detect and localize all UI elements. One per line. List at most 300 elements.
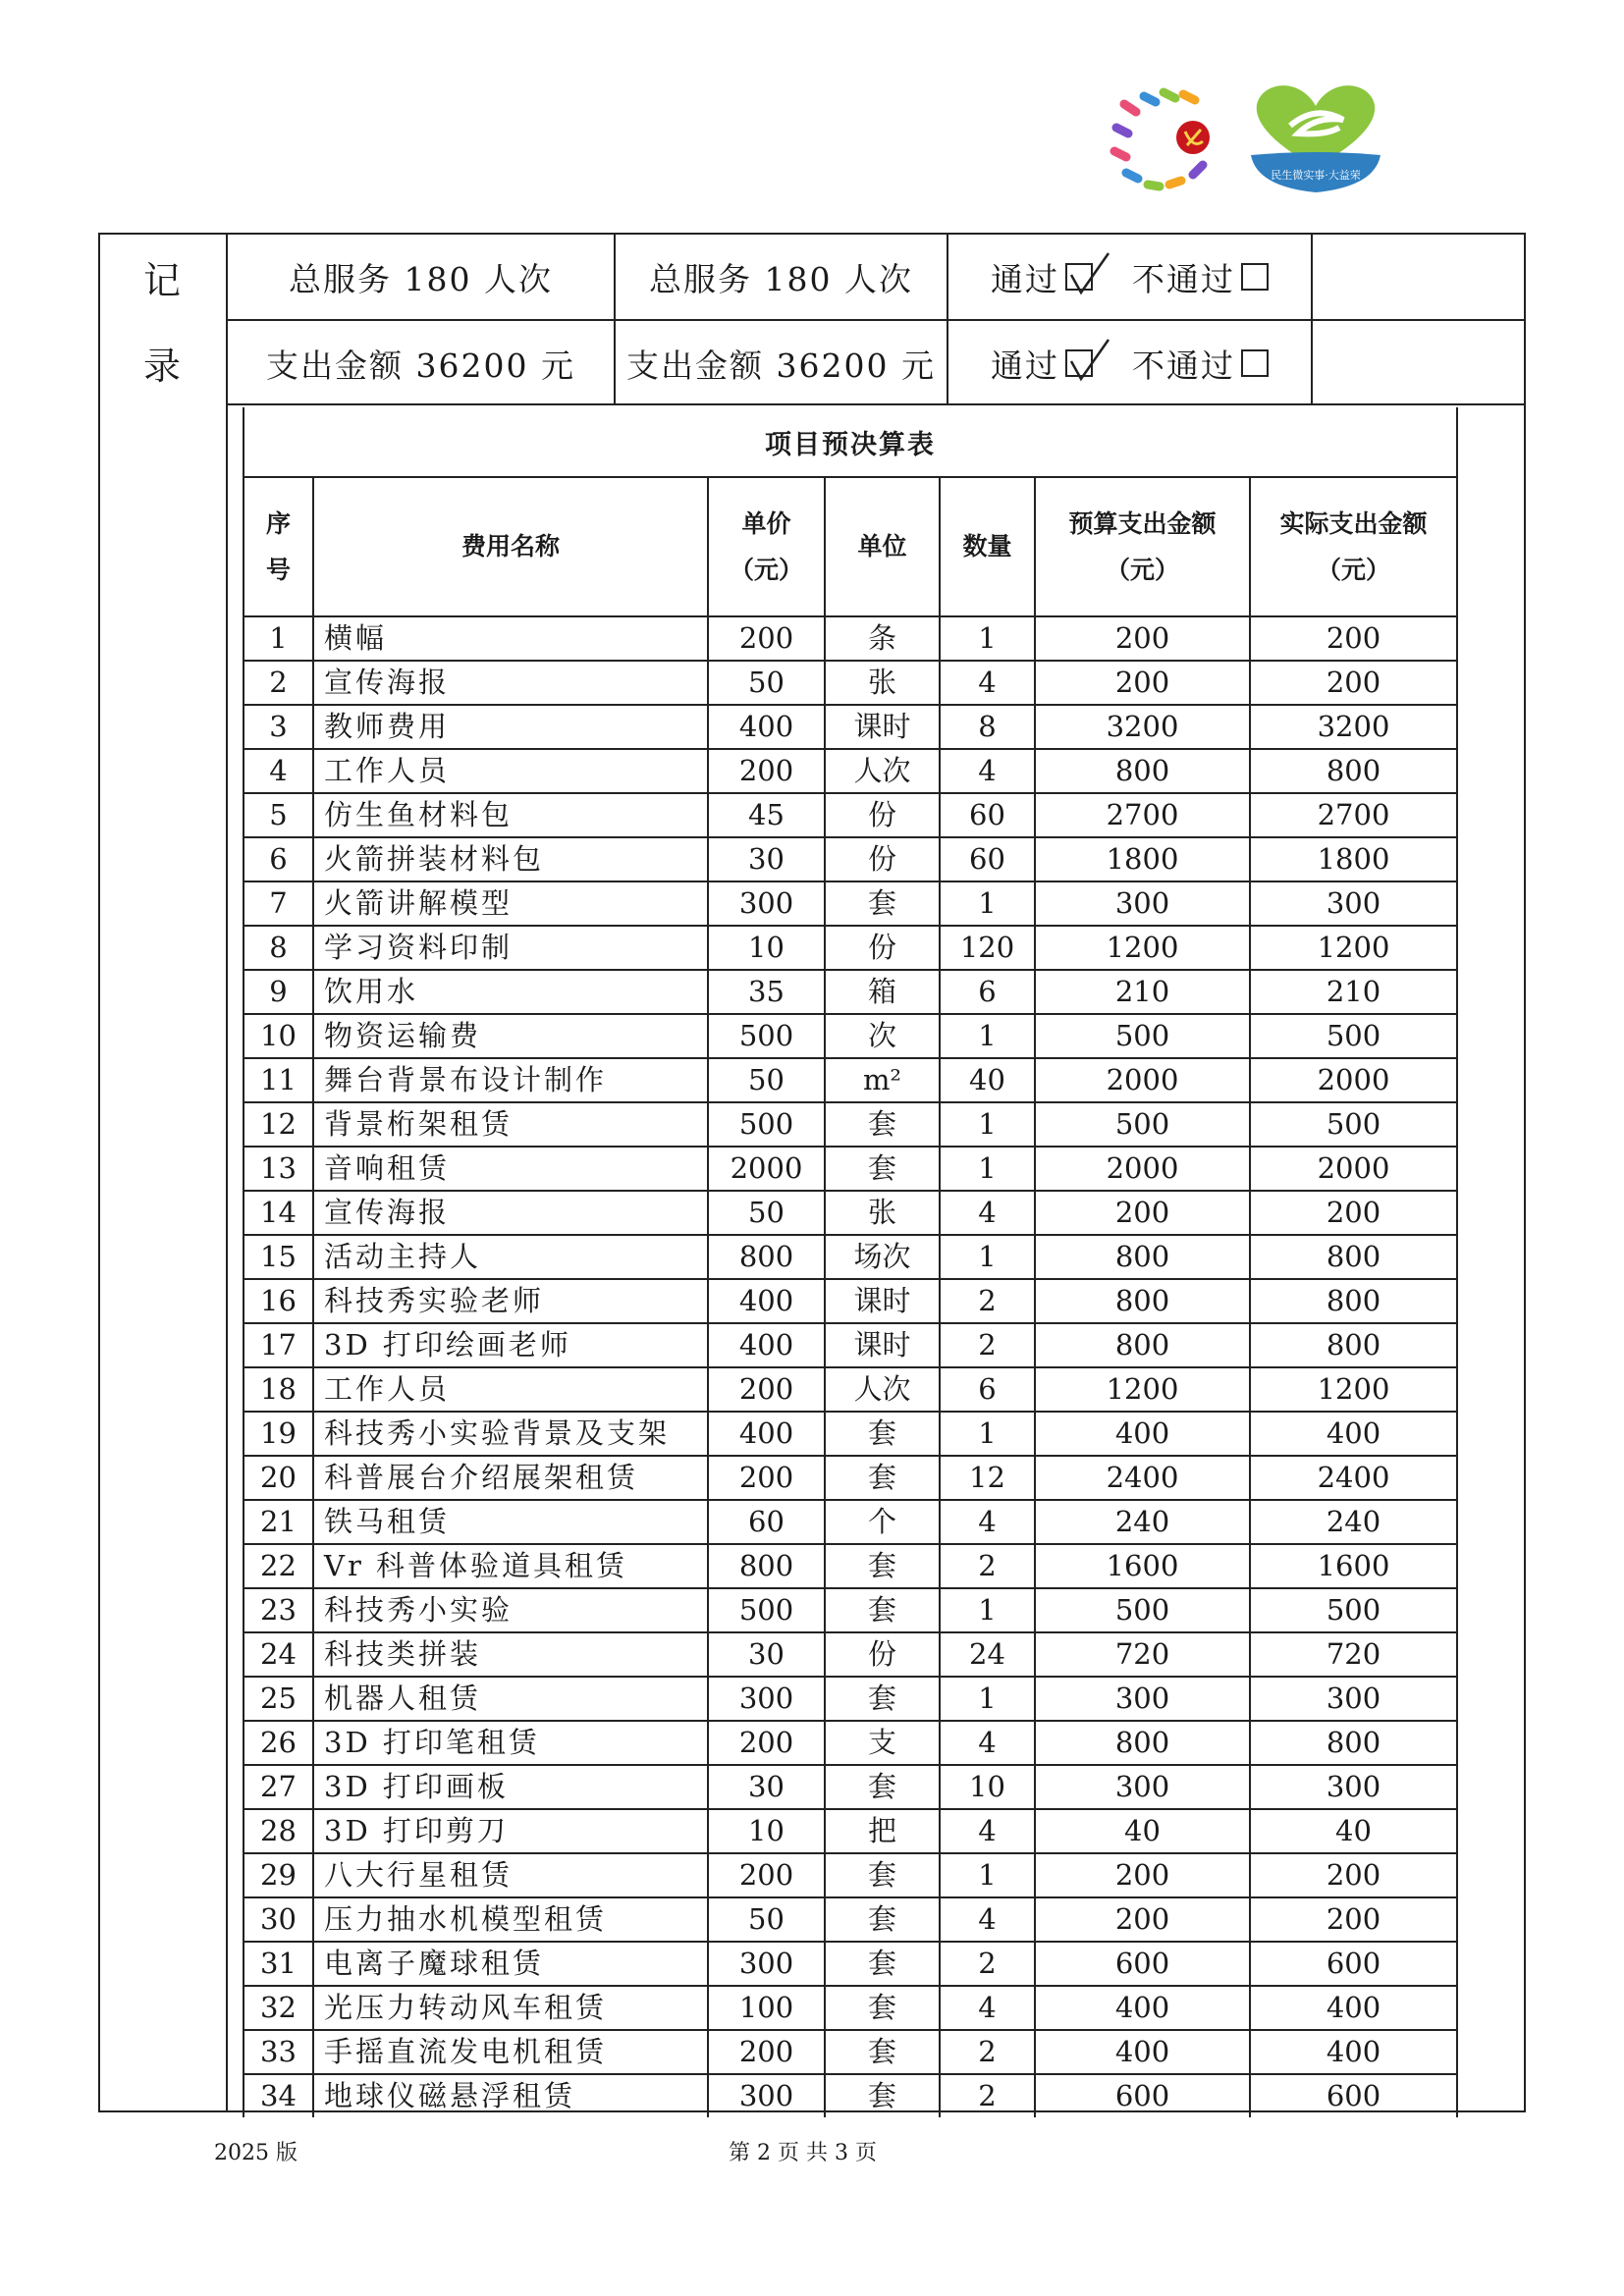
expense-name-cell: 手摇直流发电机租赁: [313, 2030, 708, 2074]
unit-price-cell: 10: [708, 1809, 825, 1853]
row-index-cell: 6: [244, 837, 313, 881]
table-row: [244, 1588, 1456, 1632]
expense-name-cell: 八大行星租赁: [313, 1853, 708, 1897]
actual-amount-cell: 300: [1250, 1677, 1456, 1721]
budget-amount-cell: 300: [1035, 881, 1250, 926]
actual-amount-cell: 400: [1250, 1412, 1456, 1456]
actual-amount-cell: 40: [1250, 1809, 1456, 1853]
pass-label: 通过: [991, 346, 1059, 385]
expense-name-cell: 地球仪磁悬浮租赁: [313, 2074, 708, 2117]
quantity-cell: 1: [940, 1677, 1035, 1721]
budget-amount-cell: 300: [1035, 1765, 1250, 1809]
quantity-cell: 1: [940, 1235, 1035, 1279]
quantity-cell: 4: [940, 1897, 1035, 1942]
budget-amount-cell: 800: [1035, 1279, 1250, 1323]
row-index-cell: 30: [244, 1897, 313, 1942]
expense-name-cell: 电离子魔球租赁: [313, 1942, 708, 1986]
actual-amount-cell: 600: [1250, 2074, 1456, 2117]
row-index-cell: 14: [244, 1191, 313, 1235]
table-row: [244, 1102, 1456, 1147]
expense-name-cell: 横幅: [313, 616, 708, 661]
unit-price-cell: 45: [708, 793, 825, 837]
header-name: 费用名称: [313, 478, 708, 616]
actual-amount-cell: 3200: [1250, 705, 1456, 749]
unit-cell: 份: [825, 793, 940, 837]
approval-form-frame: [98, 233, 1526, 2112]
expense-name-cell: 工作人员: [313, 749, 708, 793]
actual-amount-cell: 600: [1250, 1942, 1456, 1986]
quantity-cell: 6: [940, 1367, 1035, 1412]
unit-cell: 支: [825, 1721, 940, 1765]
budget-amount-cell: 600: [1035, 2074, 1250, 2117]
unit-price-cell: 200: [708, 2030, 825, 2074]
unit-price-cell: 30: [708, 837, 825, 881]
unit-price-cell: 200: [708, 1367, 825, 1412]
row-index-cell: 16: [244, 1279, 313, 1323]
expense-name-cell: 3D 打印绘画老师: [313, 1323, 708, 1367]
budget-amount-cell: 1600: [1035, 1544, 1250, 1588]
expense-name-cell: 3D 打印笔租赁: [313, 1721, 708, 1765]
actual-amount-cell: 1200: [1250, 1367, 1456, 1412]
unit-cell: 条: [825, 616, 940, 661]
expense-name-cell: 活动主持人: [313, 1235, 708, 1279]
row-index-cell: 23: [244, 1588, 313, 1632]
actual-amount-cell: 2400: [1250, 1456, 1456, 1500]
actual-expense: 支出金额 36200 元: [626, 346, 936, 385]
budget-amount-cell: 2000: [1035, 1058, 1250, 1102]
expense-name-cell: 3D 打印剪刀: [313, 1809, 708, 1853]
expense-name-cell: 舞台背景布设计制作: [313, 1058, 708, 1102]
row-index-cell: 24: [244, 1632, 313, 1677]
unit-cell: 人次: [825, 749, 940, 793]
budget-amount-cell: 200: [1035, 1897, 1250, 1942]
row-index-cell: 2: [244, 661, 313, 705]
header-actual-amount: 实际支出金额 （元）: [1250, 478, 1456, 616]
table-row: [244, 2074, 1456, 2117]
table-row: [244, 1014, 1456, 1058]
expense-name-cell: 机器人租赁: [313, 1677, 708, 1721]
review-row-1: [948, 235, 1311, 319]
quantity-cell: 120: [940, 926, 1035, 970]
table-row: [244, 1942, 1456, 1986]
unit-cell: 人次: [825, 1367, 940, 1412]
actual-amount-cell: 300: [1250, 1765, 1456, 1809]
unit-cell: 把: [825, 1809, 940, 1853]
unit-price-cell: 35: [708, 970, 825, 1014]
budget-amount-cell: 800: [1035, 749, 1250, 793]
table-row: [244, 1809, 1456, 1853]
table-row: [244, 1279, 1456, 1323]
unit-price-cell: 500: [708, 1588, 825, 1632]
record-side-label-top: 记: [142, 258, 183, 302]
checkmark-icon: [1069, 338, 1110, 383]
expense-name-cell: 背景桁架租赁: [313, 1102, 708, 1147]
page-number: 第 2 页 共 3 页: [729, 2141, 877, 2165]
table-row: [244, 1765, 1456, 1809]
actual-amount-cell: 500: [1250, 1102, 1456, 1147]
unit-price-cell: 200: [708, 1853, 825, 1897]
expense-name-cell: 光压力转动风车租赁: [313, 1986, 708, 2030]
expense-name-cell: 科普展台介绍展架租赁: [313, 1456, 708, 1500]
expense-name-cell: 3D 打印画板: [313, 1765, 708, 1809]
unit-cell: 套: [825, 1544, 940, 1588]
header-index: 序 号: [244, 478, 313, 616]
quantity-cell: 1: [940, 1147, 1035, 1191]
unit-price-cell: 2000: [708, 1147, 825, 1191]
quantity-cell: 60: [940, 837, 1035, 881]
table-row: [244, 881, 1456, 926]
table-row: [244, 793, 1456, 837]
expense-name-cell: 科技类拼装: [313, 1632, 708, 1677]
unit-price-cell: 50: [708, 1058, 825, 1102]
budget-amount-cell: 800: [1035, 1235, 1250, 1279]
unit-price-cell: 200: [708, 749, 825, 793]
fail-checkbox[interactable]: [1241, 349, 1269, 377]
row-index-cell: 19: [244, 1412, 313, 1456]
unit-price-cell: 50: [708, 1191, 825, 1235]
unit-cell: 套: [825, 2030, 940, 2074]
row-index-cell: 25: [244, 1677, 313, 1721]
row-index-cell: 1: [244, 616, 313, 661]
quantity-cell: 2: [940, 1544, 1035, 1588]
unit-cell: 套: [825, 1986, 940, 2030]
table-row: [244, 1853, 1456, 1897]
budget-amount-cell: 200: [1035, 616, 1250, 661]
unit-price-cell: 800: [708, 1544, 825, 1588]
record-side-label-bottom: 录: [142, 344, 183, 388]
unit-cell: 课时: [825, 1279, 940, 1323]
actual-amount-cell: 400: [1250, 1986, 1456, 2030]
expense-name-cell: 科技秀实验老师: [313, 1279, 708, 1323]
unit-price-cell: 300: [708, 1942, 825, 1986]
row-index-cell: 8: [244, 926, 313, 970]
row-index-cell: 5: [244, 793, 313, 837]
quantity-cell: 1: [940, 1412, 1035, 1456]
unit-price-cell: 400: [708, 1412, 825, 1456]
checkmark-icon: [1069, 251, 1110, 296]
unit-price-cell: 50: [708, 1897, 825, 1942]
row-index-cell: 22: [244, 1544, 313, 1588]
pass-checkbox[interactable]: [1065, 349, 1093, 377]
expense-name-cell: 铁马租赁: [313, 1500, 708, 1544]
unit-price-cell: 300: [708, 2074, 825, 2117]
unit-cell: 套: [825, 1456, 940, 1500]
actual-amount-cell: 200: [1250, 1191, 1456, 1235]
actual-amount-cell: 210: [1250, 970, 1456, 1014]
budget-amount-cell: 400: [1035, 2030, 1250, 2074]
actual-amount-cell: 2000: [1250, 1147, 1456, 1191]
review-row-2: [948, 321, 1311, 405]
unit-cell: 套: [825, 1677, 940, 1721]
header-unit: 单位: [825, 478, 940, 616]
budget-amount-cell: 400: [1035, 1986, 1250, 2030]
unit-cell: 次: [825, 1014, 940, 1058]
budget-table: [244, 478, 1456, 2117]
expense-name-cell: 宣传海报: [313, 661, 708, 705]
budget-table-header-row: [244, 478, 1456, 616]
unit-cell: 套: [825, 1102, 940, 1147]
planned-service-count: 总服务 180 人次: [289, 259, 553, 298]
row-index-cell: 33: [244, 2030, 313, 2074]
actual-amount-cell: 800: [1250, 1279, 1456, 1323]
table-row: [244, 1677, 1456, 1721]
quantity-cell: 40: [940, 1058, 1035, 1102]
quantity-cell: 2: [940, 1942, 1035, 1986]
row-index-cell: 3: [244, 705, 313, 749]
budget-amount-cell: 3200: [1035, 705, 1250, 749]
quantity-cell: 4: [940, 1809, 1035, 1853]
actual-amount-cell: 300: [1250, 881, 1456, 926]
budget-amount-cell: 200: [1035, 661, 1250, 705]
unit-price-cell: 500: [708, 1102, 825, 1147]
budget-amount-cell: 210: [1035, 970, 1250, 1014]
heart-bowl-logo: [1237, 77, 1394, 204]
budget-table-title: 项目预决算表: [244, 407, 1456, 478]
unit-cell: 张: [825, 661, 940, 705]
unit-price-cell: 200: [708, 1456, 825, 1500]
budget-amount-cell: 400: [1035, 1412, 1250, 1456]
unit-price-cell: 30: [708, 1632, 825, 1677]
row-index-cell: 12: [244, 1102, 313, 1147]
fail-checkbox[interactable]: [1241, 263, 1269, 291]
fail-label: 不通过: [1132, 259, 1235, 298]
quantity-cell: 1: [940, 1588, 1035, 1632]
actual-amount-cell: 240: [1250, 1500, 1456, 1544]
unit-cell: 张: [825, 1191, 940, 1235]
budget-amount-cell: 2700: [1035, 793, 1250, 837]
quantity-cell: 4: [940, 1191, 1035, 1235]
budget-amount-cell: 240: [1035, 1500, 1250, 1544]
expense-name-cell: 宣传海报: [313, 1191, 708, 1235]
actual-amount-cell: 400: [1250, 2030, 1456, 2074]
budget-amount-cell: 1200: [1035, 1367, 1250, 1412]
table-row: [244, 1456, 1456, 1500]
table-row: [244, 837, 1456, 881]
expense-name-cell: 饮用水: [313, 970, 708, 1014]
expense-name-cell: 火箭讲解模型: [313, 881, 708, 926]
row-index-cell: 10: [244, 1014, 313, 1058]
unit-price-cell: 60: [708, 1500, 825, 1544]
table-row: [244, 1191, 1456, 1235]
row-index-cell: 29: [244, 1853, 313, 1897]
table-row: [244, 749, 1456, 793]
budget-amount-cell: 200: [1035, 1853, 1250, 1897]
unit-price-cell: 400: [708, 1279, 825, 1323]
actual-amount-cell: 200: [1250, 1897, 1456, 1942]
row-index-cell: 20: [244, 1456, 313, 1500]
quantity-cell: 4: [940, 1500, 1035, 1544]
quantity-cell: 2: [940, 2030, 1035, 2074]
table-row: [244, 1632, 1456, 1677]
quantity-cell: 4: [940, 1986, 1035, 2030]
expense-name-cell: 压力抽水机模型租赁: [313, 1897, 708, 1942]
record-section: [100, 235, 1524, 405]
unit-cell: m²: [825, 1058, 940, 1102]
expense-name-cell: 学习资料印制: [313, 926, 708, 970]
row-index-cell: 4: [244, 749, 313, 793]
budget-amount-cell: 2400: [1035, 1456, 1250, 1500]
quantity-cell: 1: [940, 1014, 1035, 1058]
budget-amount-cell: 200: [1035, 1191, 1250, 1235]
quantity-cell: 2: [940, 1279, 1035, 1323]
actual-amount-cell: 200: [1250, 1853, 1456, 1897]
planned-expense: 支出金额 36200 元: [266, 346, 575, 385]
unit-price-cell: 200: [708, 616, 825, 661]
table-row: [244, 1058, 1456, 1102]
quantity-cell: 60: [940, 793, 1035, 837]
unit-cell: 份: [825, 837, 940, 881]
actual-amount-cell: 800: [1250, 1323, 1456, 1367]
actual-amount-cell: 800: [1250, 1235, 1456, 1279]
actual-amount-cell: 800: [1250, 1721, 1456, 1765]
row-index-cell: 27: [244, 1765, 313, 1809]
actual-amount-cell: 1600: [1250, 1544, 1456, 1588]
row-index-cell: 28: [244, 1809, 313, 1853]
header-logos: [1105, 77, 1399, 214]
budget-amount-cell: 800: [1035, 1323, 1250, 1367]
unit-price-cell: 100: [708, 1986, 825, 2030]
budget-amount-cell: 300: [1035, 1677, 1250, 1721]
logo-caption: 民生微实事·大益荣: [1271, 169, 1361, 182]
actual-amount-cell: 500: [1250, 1014, 1456, 1058]
expense-name-cell: Vr 科普体验道具租赁: [313, 1544, 708, 1588]
unit-price-cell: 800: [708, 1235, 825, 1279]
row-index-cell: 15: [244, 1235, 313, 1279]
unit-price-cell: 300: [708, 1677, 825, 1721]
actual-amount-cell: 2700: [1250, 793, 1456, 837]
edition-label: 2025 版: [214, 2141, 298, 2165]
fail-label: 不通过: [1132, 346, 1235, 385]
unit-price-cell: 10: [708, 926, 825, 970]
row-index-cell: 32: [244, 1986, 313, 2030]
unit-price-cell: 50: [708, 661, 825, 705]
budget-table-container: [243, 407, 1458, 2117]
actual-amount-cell: 720: [1250, 1632, 1456, 1677]
table-row: [244, 2030, 1456, 2074]
quantity-cell: 6: [940, 970, 1035, 1014]
pass-label: 通过: [991, 259, 1059, 298]
row-index-cell: 11: [244, 1058, 313, 1102]
header-unit-price: 单价 （元）: [708, 478, 825, 616]
unit-price-cell: 30: [708, 1765, 825, 1809]
quantity-cell: 24: [940, 1632, 1035, 1677]
row-index-cell: 13: [244, 1147, 313, 1191]
row-index-cell: 21: [244, 1500, 313, 1544]
expense-name-cell: 教师费用: [313, 705, 708, 749]
table-row: [244, 1147, 1456, 1191]
unit-cell: 份: [825, 926, 940, 970]
table-row: [244, 705, 1456, 749]
row-index-cell: 26: [244, 1721, 313, 1765]
table-row: [244, 970, 1456, 1014]
expense-name-cell: 仿生鱼材料包: [313, 793, 708, 837]
pass-checkbox[interactable]: [1065, 263, 1093, 291]
unit-cell: 份: [825, 1632, 940, 1677]
row-index-cell: 9: [244, 970, 313, 1014]
expense-name-cell: 工作人员: [313, 1367, 708, 1412]
quantity-cell: 1: [940, 616, 1035, 661]
quantity-cell: 8: [940, 705, 1035, 749]
unit-price-cell: 400: [708, 705, 825, 749]
unit-cell: 套: [825, 1588, 940, 1632]
table-row: [244, 1721, 1456, 1765]
unit-cell: 课时: [825, 1323, 940, 1367]
budget-amount-cell: 800: [1035, 1721, 1250, 1765]
unit-price-cell: 400: [708, 1323, 825, 1367]
budget-amount-cell: 1800: [1035, 837, 1250, 881]
actual-amount-cell: 500: [1250, 1588, 1456, 1632]
unit-cell: 场次: [825, 1235, 940, 1279]
table-row: [244, 661, 1456, 705]
table-row: [244, 1500, 1456, 1544]
budget-amount-cell: 2000: [1035, 1147, 1250, 1191]
quantity-cell: 4: [940, 749, 1035, 793]
quantity-cell: 1: [940, 881, 1035, 926]
budget-amount-cell: 600: [1035, 1942, 1250, 1986]
table-row: [244, 1323, 1456, 1367]
unit-cell: 课时: [825, 705, 940, 749]
quantity-cell: 2: [940, 2074, 1035, 2117]
budget-amount-cell: 500: [1035, 1014, 1250, 1058]
row-index-cell: 18: [244, 1367, 313, 1412]
table-row: [244, 1986, 1456, 2030]
unit-price-cell: 300: [708, 881, 825, 926]
unit-cell: 箱: [825, 970, 940, 1014]
budget-amount-cell: 720: [1035, 1632, 1250, 1677]
table-row: [244, 616, 1456, 661]
unit-cell: 套: [825, 1412, 940, 1456]
expense-name-cell: 科技秀小实验背景及支架: [313, 1412, 708, 1456]
unit-cell: 套: [825, 1942, 940, 1986]
unit-price-cell: 500: [708, 1014, 825, 1058]
row-index-cell: 34: [244, 2074, 313, 2117]
unit-cell: 个: [825, 1500, 940, 1544]
table-row: [244, 1412, 1456, 1456]
unit-cell: 套: [825, 1147, 940, 1191]
budget-amount-cell: 500: [1035, 1102, 1250, 1147]
row-index-cell: 7: [244, 881, 313, 926]
expense-name-cell: 物资运输费: [313, 1014, 708, 1058]
actual-amount-cell: 2000: [1250, 1058, 1456, 1102]
actual-service-count: 总服务 180 人次: [649, 259, 913, 298]
quantity-cell: 4: [940, 1721, 1035, 1765]
budget-amount-cell: 500: [1035, 1588, 1250, 1632]
table-row: [244, 1235, 1456, 1279]
actual-amount-cell: 1200: [1250, 926, 1456, 970]
quantity-cell: 1: [940, 1102, 1035, 1147]
table-row: [244, 1367, 1456, 1412]
budget-amount-cell: 1200: [1035, 926, 1250, 970]
header-budget-amount: 预算支出金额 （元）: [1035, 478, 1250, 616]
expense-name-cell: 火箭拼装材料包: [313, 837, 708, 881]
quantity-cell: 10: [940, 1765, 1035, 1809]
budget-amount-cell: 40: [1035, 1809, 1250, 1853]
expense-name-cell: 音响租赁: [313, 1147, 708, 1191]
unit-cell: 套: [825, 2074, 940, 2117]
unit-cell: 套: [825, 1897, 940, 1942]
table-row: [244, 1544, 1456, 1588]
actual-amount-cell: 1800: [1250, 837, 1456, 881]
actual-amount-cell: 200: [1250, 661, 1456, 705]
actual-amount-cell: 800: [1250, 749, 1456, 793]
quantity-cell: 1: [940, 1853, 1035, 1897]
party-emblem-ribbon-logo: [1105, 84, 1232, 192]
header-quantity: 数量: [940, 478, 1035, 616]
budget-table-body: [244, 616, 1456, 2117]
unit-cell: 套: [825, 881, 940, 926]
row-index-cell: 17: [244, 1323, 313, 1367]
unit-cell: 套: [825, 1853, 940, 1897]
